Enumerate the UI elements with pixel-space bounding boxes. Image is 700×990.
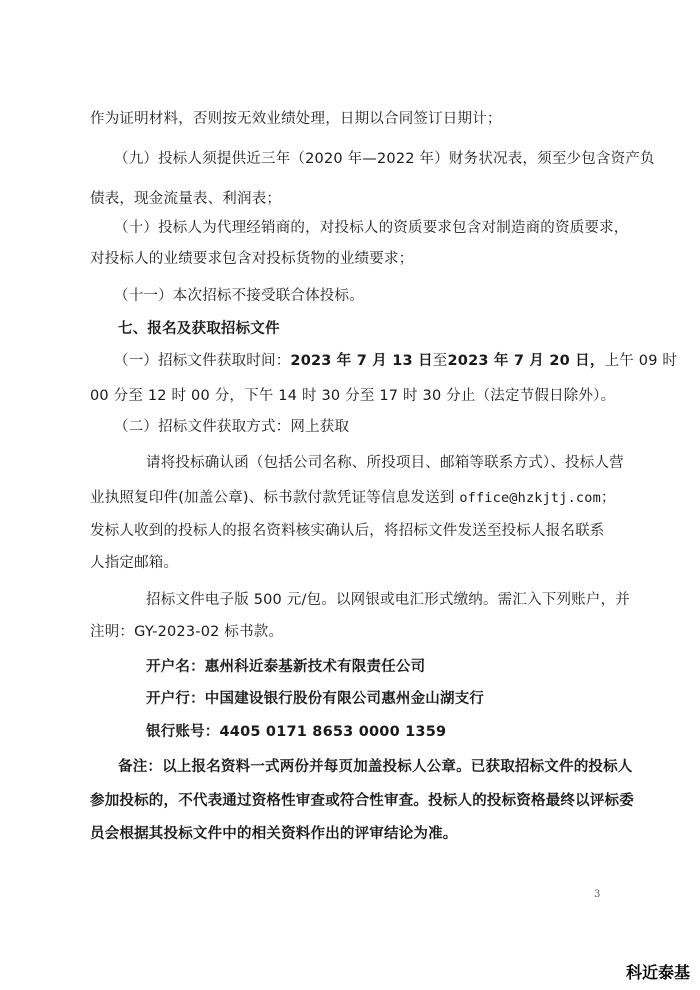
text-run: 2023 年 7 月 20 日， xyxy=(447,353,605,369)
text-run: 人指定邮箱。 xyxy=(90,555,179,571)
text-run: （十）投标人为代理经销商的，对投标人的资质要求包含对制造商的资质要求， xyxy=(114,220,629,236)
text-run: 请将投标确认函（包括公司名称、所投项目、邮箱等联系方式）、投标人营 xyxy=(146,455,624,471)
text-run: 00 分至 12 时 00 分，下午 14 时 30 分至 17 时 30 分止（法定节假日除外）。 xyxy=(90,388,616,404)
section-heading-7 xyxy=(0,319,700,339)
text-run: 发标人收到的投标人的报名资料核实确认后，将招标文件发送至投标人报名联系 xyxy=(90,523,605,539)
text-run: 对投标人的业绩要求包含对投标货物的业绩要求； xyxy=(90,251,414,267)
text-run: 备注：以上报名资料一式两份并每页加盖投标人公章。已获取招标文件的投标人 xyxy=(118,759,633,775)
remark-line-2 xyxy=(0,791,700,811)
text-run: 参加投标的，不代表通过资格性审查或符合性审查。投标人的投标资格最终以评标委 xyxy=(90,793,634,809)
text-run: ； xyxy=(600,490,616,506)
account-number xyxy=(0,722,700,742)
text-run: 上午 09 时 xyxy=(604,353,678,369)
account-name xyxy=(0,657,700,677)
line-1 xyxy=(0,109,700,129)
text-run: 至 xyxy=(432,353,448,369)
text-run: 2023 年 7 月 13 日 xyxy=(290,353,433,369)
page-number: 3 xyxy=(594,889,601,900)
line-16 xyxy=(0,622,700,642)
line-10 xyxy=(0,417,700,437)
line-3 xyxy=(0,189,700,209)
line-11 xyxy=(0,453,700,473)
text-run: 开户行：中国建设银行股份有限公司惠州金山湖支行 xyxy=(146,691,485,707)
line-5 xyxy=(0,249,700,269)
line-9 xyxy=(0,386,700,406)
text-run: office@hzkjtj.com xyxy=(459,490,601,506)
text-run: 业执照复印件(加盖公章)、标书款付款凭证等信息发送到 xyxy=(90,490,460,506)
account-bank xyxy=(0,689,700,709)
watermark-text: 科近泰基 xyxy=(625,963,690,982)
line-13 xyxy=(0,521,700,541)
text-run: 作为证明材料，否则按无效业绩处理，日期以合同签订日期计； xyxy=(90,111,502,127)
line-14 xyxy=(0,553,700,573)
text-run: 招标文件电子版 500 元/包。以网银或电汇形式缴纳。需汇入下列账户，并 xyxy=(146,592,630,608)
line-4 xyxy=(0,218,700,238)
text-run: 员会根据其投标文件中的相关资料作出的评审结论为准。 xyxy=(90,826,458,842)
text-run: 银行账号：4405 0171 8653 0000 1359 xyxy=(146,724,447,740)
text-run: （一）招标文件获取时间： xyxy=(114,353,291,369)
remark-line-3 xyxy=(0,824,700,844)
line-2 xyxy=(0,149,700,169)
text-run: 七、报名及获取招标文件 xyxy=(118,321,280,337)
line-15 xyxy=(0,590,700,610)
line-8 xyxy=(0,351,700,371)
text-run: 注明：GY-2023-02 标书款。 xyxy=(90,624,284,640)
line-6 xyxy=(0,286,700,306)
text-run: 债表，现金流量表、利润表； xyxy=(90,191,282,207)
line-12 xyxy=(0,488,700,508)
text-run: （二）招标文件获取方式：网上获取 xyxy=(114,419,350,435)
text-run: （十一）本次招标不接受联合体投标。 xyxy=(114,288,364,304)
text-run: （九）投标人须提供近三年（2020 年—2022 年）财务状况表，须至少包含资产负 xyxy=(114,151,655,167)
remark-line-1 xyxy=(0,757,700,777)
text-run: 开户名：惠州科近泰基新技术有限责任公司 xyxy=(146,659,426,675)
